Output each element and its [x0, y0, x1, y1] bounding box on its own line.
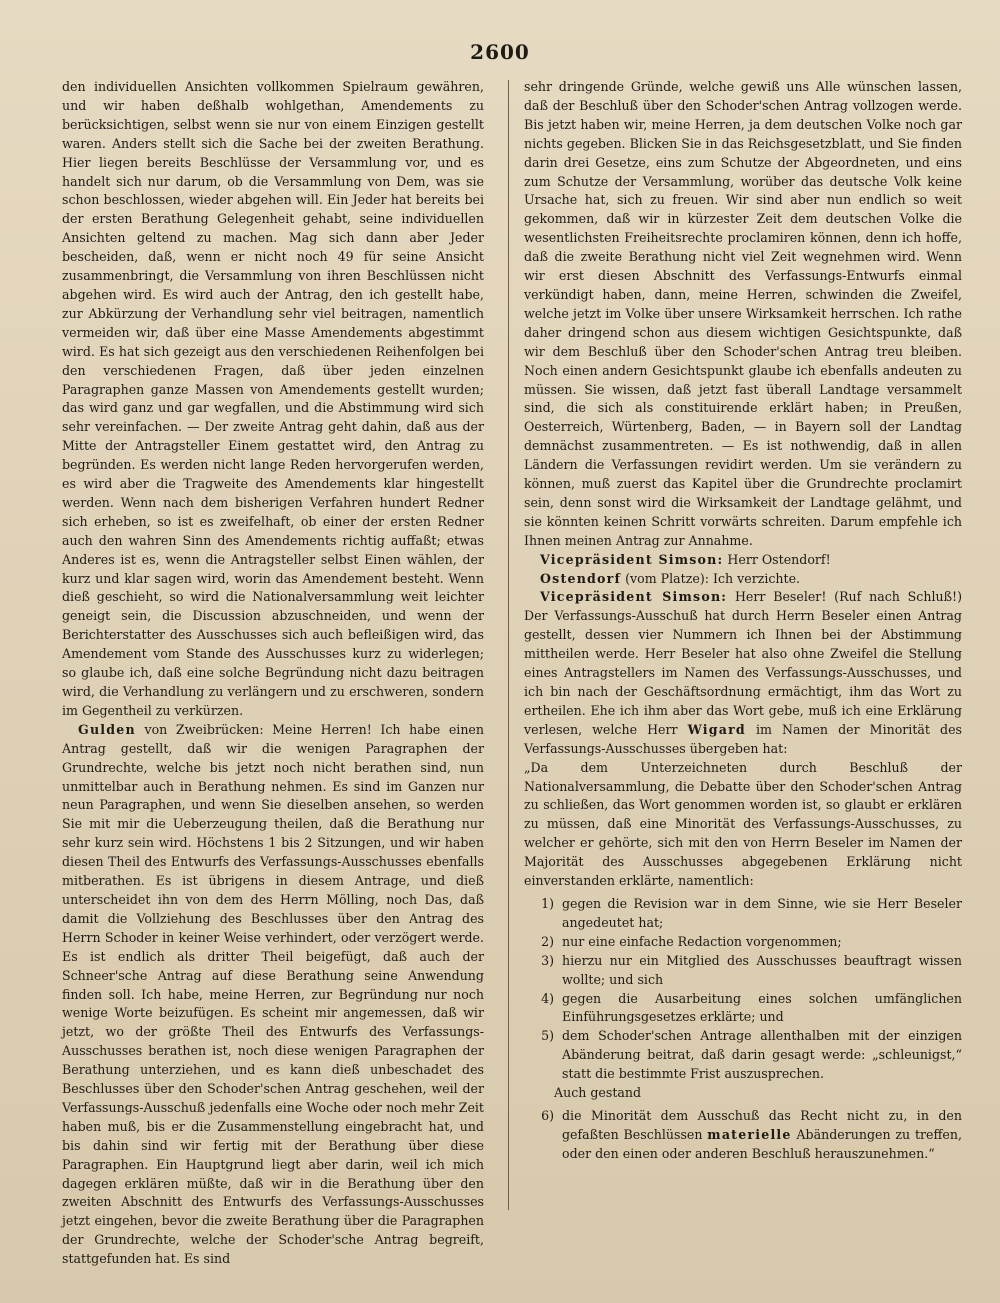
item-number: 2)	[541, 933, 554, 949]
list-item	[524, 952, 962, 990]
paragraph-simson-2	[524, 588, 962, 758]
item-text-part: Abänderungen zu treffen, oder den einen oder anderen Beschluß herauszunehmen.“	[562, 1126, 962, 1161]
speech-text: von Zweibrücken: Meine Herren! Ich habe einen Antrag gestellt, daß wir die wenigen Paragraphen der Grundrechte, welche bis jetzt noch nicht berathen sind, nun unmittelbar auch in Berathung nehmen. Es sind im Ganzen nur neun Paragraphen, und wenn Sie dieselben ansehen, so werden Sie mit mir die Ueberzeugung theilen, daß die Berathung nur sehr kurz sein wird. Höchstens 1 bis 2 Sitzungen, und wir haben diesen Theil des Entwurfs des Verfassungs-Ausschusses ebenfalls mitberathen. Es ist übrigens in diesem Antrage, und dieß unterscheidet ihn von dem des Herrn Mölling, noch Das, daß damit die Vollziehung des Beschlusses über den Antrag des Herrn Schoder in keiner Weise verhindert, oder verzögert werde. Es ist endlich als dritter Theil beigefügt, daß auch der Schneer'sche Antrag auf diese Berathung seine Anwendung finden soll. Ich habe, meine Herren, zur Begründung nur noch wenige Worte beizufügen. Es scheint mir angemessen, daß wir jetzt, wo der größte Theil des Entwurfs des Verfassungs-Ausschusses berathen ist, noch diese wenigen Paragraphen der Berathung unterziehen, und es kann dieß unbeschadet des Beschlusses über den Schoder'schen Antrag geschehen, weil der Verfassungs-Ausschuß jedenfalls eine Woche oder noch mehr Zeit haben muß, bis er die Zusammenstellung eingebracht hat, und bis dahin sind wir fertig mit der Berathung über diese Paragraphen. Ein Hauptgrund liegt aber darin, weil ich mich dagegen erklären müßte, daß wir in die Berathung über den zweiten Abschnitt des Entwurfs des Verfassungs-Ausschusses jetzt eingehen, bevor die zweite Berathung über die Paragraphen der Grundrechte, welche der Schoder'sche Antrag begreift, stattgefunden hat. Es sind	[62, 721, 484, 1267]
speaker-name: Ostendorf	[540, 570, 622, 586]
speaker-name: Vicepräsident Simson:	[540, 589, 728, 605]
person-name: Wigard	[687, 721, 746, 737]
declaration-item-6	[524, 1107, 962, 1164]
item-number: 5)	[541, 1028, 554, 1044]
item-text-part: die Minorität dem Ausschuß das Recht nicht zu, in den gefaßten Beschlüssen	[562, 1107, 962, 1142]
item-text: nur eine einfache Redaction vorgenommen;	[562, 933, 842, 949]
item-text: gegen die Ausarbeitung eines solchen umfänglichen Einführungsgesetzes erklärte; und	[562, 990, 962, 1025]
speaker-name: Gulden	[78, 721, 136, 737]
speaker-name: Vicepräsident Simson:	[540, 551, 724, 567]
declaration-items	[524, 895, 962, 1084]
item-number: 3)	[541, 952, 554, 968]
item-text: dem Schoder'schen Antrage allenthalben mit der einzigen Abänderung beitrat, daß darin gesagt werde: „schleunigst,“ statt die bestimmte Frist auszusprechen.	[562, 1028, 962, 1082]
item-number: 1)	[541, 895, 554, 911]
speech-text: Herr Beseler! (Ruf nach Schluß!) Der Verfassungs-Ausschuß hat durch Herrn Beseler einen Antrag gestellt, dessen vier Nummern ich Ihnen bei der Abstimmung mittheilen werde. Herr Beseler hat also ohne Zweifel die Stellung eines Antragstellers im Namen des Verfassungs-Ausschusses, und ich bin nach der Geschäftsordnung ermächtigt, ihm das Wort zu ertheilen. Ehe ich ihm aber das Wort gebe, muß ich eine Erklärung verlesen, welche Herr	[524, 589, 962, 737]
item-text	[562, 1107, 962, 1164]
item-number: 6)	[541, 1107, 554, 1123]
list-item	[524, 1027, 962, 1084]
paragraph-continuation: sehr dringende Gründe, welche gewiß uns Alle wünschen lassen, daß der Beschluß über den Schoder'schen Antrag vollzogen werde. Bis jetzt haben wir, meine Herren, ja dem deutschen Volke noch gar nichts gegeben. Blicken Sie in das Reichsgesetzblatt, und Sie finden darin drei Gesetze, eins zum Schutze der Abgeordneten, und eins zum Schutze der Versammlung, worüber das deutsche Volk keine Ursache hat, sich zu freuen. Wir sind aber nun endlich so weit gekommen, daß wir in kürzester Zeit dem deutschen Volke die wesentlichsten Freiheitsrechte proclamiren können, denn ich hoffe, daß die zweite Berathung nicht viel Zeit wegnehmen wird. Wenn wir erst diesen Abschnitt des Verfassungs-Entwurfs einmal verkündigt haben, dann, meine Herren, schwinden die Zweifel, welche jetzt im Volke über unsere Wirksamkeit herrschen. Ich rathe daher dringend schon aus diesem wichtigen Gesichtspunkte, daß wir dem Beschluß über den Schoder'schen Antrag treu bleiben. Noch einen andern Gesichtspunkt glaube ich ebenfalls andeuten zu müssen. Sie wissen, daß jetzt fast überall Landtage versammelt sind, die sich als constituirende erklärt haben; in Preußen, Oesterreich, Würtenberg, Baden, — in Bayern soll der Landtag demnächst zusammentreten. — Es ist nothwendig, daß in allen Ländern die Verfassungen revidirt werden. Um sie verändern zu können, muß zuerst das Kapitel über die Grundrechte proclamirt sein, denn sonst wird die Wirksamkeit der Landtage gelähmt, und sie könnten keinen Schritt vorwärts schreiten. Darum empfehle ich Ihnen meinen Antrag zur Annahme.	[524, 79, 962, 548]
speech-text: Herr Ostendorf!	[723, 551, 831, 567]
left-column	[62, 78, 484, 1269]
paragraph-continuation: den individuellen Ansichten vollkommen Spielraum gewähren, und wir haben deßhalb wohlgethan, Amendements zu berücksichtigen, selbst wenn sie nur von einem Einzigen gestellt waren. Anders stellt sich die Sache bei der zweiten Berathung. Hier liegen bereits Beschlüsse der Versammlung vor, und es handelt sich nur darum, ob die Versammlung von Dem, was sie schon beschlossen, wieder abgehen will. Ein Jeder hat bereits bei der ersten Berathung Gelegenheit gehabt, seine individuellen Ansichten geltend zu machen. Mag sich dann aber Jeder bescheiden, daß, wenn er nicht noch 49 für seine Ansicht zusammenbringt, die Versammlung von ihren Beschlüssen nicht abgehen wird. Es wird auch der Antrag, den ich gestellt habe, zur Abkürzung der Verhandlung sehr viel beitragen, namentlich vermeiden wir, daß über eine Masse Amendements abgestimmt wird. Es hat sich gezeigt aus den verschiedenen Reihenfolgen bei den verschiedenen Fragen, daß über jeden einzelnen Paragraphen ganze Massen von Amendements gestellt wurden; das wird ganz und gar wegfallen, und die Abstimmung wird sich sehr vereinfachen. — Der zweite Antrag geht dahin, daß aus der Mitte der Antragsteller Einem gestattet wird, den Antrag zu begründen. Es werden nicht lange Reden hervorgerufen werden, es wird aber die Tragweite des Amendements klar hingestellt werden. Wenn nach dem bisherigen Verfahren hundert Redner sich erheben, so ist es zweifelhaft, ob einer der ersten Redner auch den wahren Sinn des Amendements richtig auffaßt; etwas Anderes ist es, wenn die Antragsteller selbst Einen wählen, der kurz und klar sagen wird, worin das Amendement besteht. Wenn dieß geschieht, so wird die Nationalversammlung weit leichter geneigt sein, die Discussion abzuschneiden, und wenn der Berichterstatter des Ausschusses sich auch befleißigen wird, das Amendement vom Stande des Ausschusses kurz zu widerlegen; so glaube ich, daß eine solche Begründung nicht dazu beitragen wird, die Verhandlung zu verlängern und zu erschweren, sondern im Gegentheil zu verkürzen.	[62, 79, 484, 718]
list-item	[524, 933, 962, 952]
emphasized-word: materielle	[707, 1126, 792, 1142]
list-item	[524, 895, 962, 933]
list-item	[524, 1107, 962, 1164]
paragraph-ostendorf	[524, 570, 962, 589]
page-number: 2600	[470, 40, 530, 64]
item-number: 4)	[541, 990, 554, 1006]
paragraph-simson-1	[524, 551, 962, 570]
speech-text: im Namen der Minorität des Verfassungs-Ausschusses übergeben hat:	[524, 721, 962, 756]
column-divider	[508, 80, 509, 1210]
right-column	[524, 78, 962, 1164]
item-text: gegen die Revision war in dem Sinne, wie sie Herr Beseler angedeutet hat;	[562, 895, 962, 930]
paragraph-gulden	[62, 721, 484, 1269]
item-text: hierzu nur ein Mitglied des Ausschusses beauftragt wissen wollte; und sich	[562, 952, 962, 987]
declaration-quote: „Da dem Unterzeichneten durch Beschluß der Nationalversammlung, die Debatte über den Schoder'schen Antrag zu schließen, das Wort genommen worden ist, so glaubt er erklären zu müssen, daß eine Minorität des Verfassungs-Ausschusses, zu welcher er gehörte, sich mit den von Herrn Beseler im Namen der Majorität des Ausschusses abgegebenen Erklärung nicht einverstanden erklärte, namentlich:	[524, 759, 962, 889]
list-item	[524, 990, 962, 1028]
auch-gestand-line: Auch gestand	[554, 1085, 642, 1101]
speech-text: (vom Platze): Ich verzichte.	[621, 570, 801, 586]
